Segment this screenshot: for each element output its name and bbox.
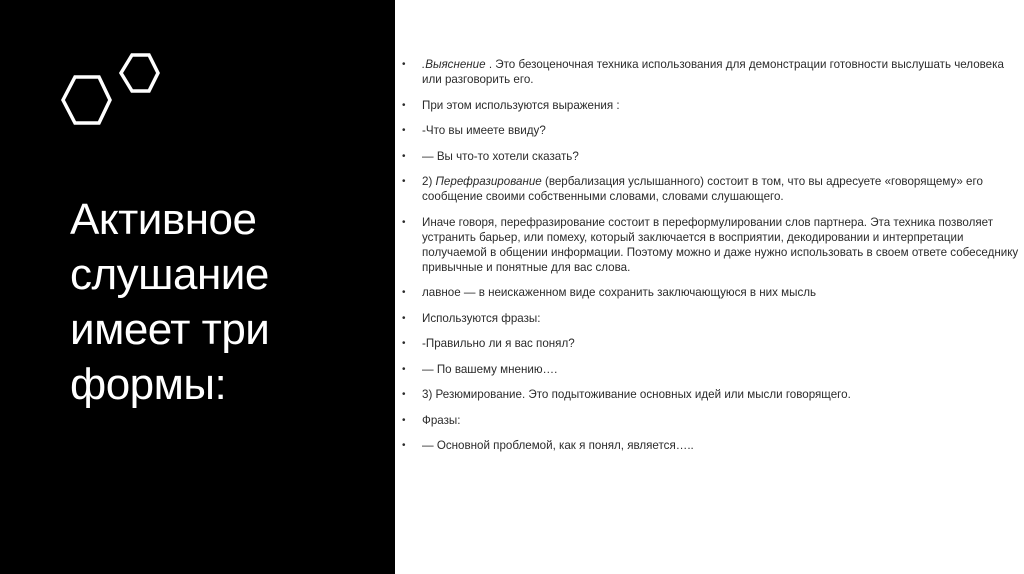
slide-title [70,192,390,412]
bullet-text: -Правильно ли я вас понял? [422,337,575,350]
bullet-item [402,57,1020,87]
bullet-item [402,387,1020,402]
bullet-item [402,336,1020,351]
title-line: Активное [70,195,257,244]
left-panel [0,0,395,574]
term-paraphrasing: Перефразирование [435,175,542,188]
bullet-item [402,123,1020,138]
bullet-text: . Это безоценочная техника использования для демонстрации готовности выслушать человека или разговорить его. [422,58,1004,86]
bullet-dot-icon: • [402,150,406,162]
bullet-item [402,174,1020,204]
bullet-item [402,413,1020,428]
bullet-dot-icon: • [402,287,406,298]
bullet-item [402,149,1020,164]
bullet-list [402,57,1020,464]
bullet-item [402,438,1020,453]
bullet-text: — По вашему мнению…. [422,362,558,376]
hexagons-icon [58,50,168,135]
bullet-dot-icon: • [402,338,406,349]
bullet-prefix: 2) [422,175,436,188]
bullet-dot-icon: • [402,312,406,324]
bullet-text: (вербализация услышанного) состоит в том, что вы адресуете «говорящему» его сообщение своими собственными словами, словами слушающего. [422,175,983,203]
bullet-dot-icon: • [402,99,406,111]
bullet-item [402,285,1020,300]
large-hexagon-icon [63,77,110,123]
bullet-dot-icon: • [402,176,406,187]
bullet-text: — Вы что-то хотели сказать? [422,149,579,163]
bullet-dot-icon: • [402,59,406,70]
bullet-item [402,362,1020,377]
bullet-dot-icon: • [402,363,406,375]
bullet-dot-icon: • [402,414,406,426]
bullet-text: Используются фразы: [422,311,541,325]
bullet-text: -Что вы имеете ввиду? [422,124,546,137]
bullet-dot-icon: • [402,125,406,136]
title-line: формы: [70,360,227,409]
bullet-text: Иначе говоря, перефразирование состоит в переформулировании слов партнера. Эта техника позволяет устранить барьер, или помеху, который заключается в восприятии, декодировании и интерпретации получаемой в общении информации. Поэтому можно и даже нужно использовать в своем ответе собеседнику привычные и понятные для вас слова. [422,215,1019,274]
bullet-text: При этом используются выражения : [422,98,620,112]
title-line: имеет три [70,305,270,354]
bullet-text: Фразы: [422,413,461,427]
bullet-item [402,98,1020,113]
bullet-dot-icon: • [402,389,406,400]
small-hexagon-icon [121,55,158,91]
title-line: слушание [70,250,269,299]
bullet-text: лавное — в неискаженном виде сохранить заключающуюся в них мысль [422,286,817,299]
bullet-dot-icon: • [402,216,406,228]
bullet-text: — Основной проблемой, как я понял, является….. [422,439,694,452]
bullet-item [402,215,1020,275]
bullet-dot-icon: • [402,440,406,451]
term-clarification: .Выяснение [422,58,486,71]
bullet-item [402,311,1020,326]
bullet-text: 3) Резюмирование. Это подытоживание основных идей или мысли говорящего. [422,388,851,401]
